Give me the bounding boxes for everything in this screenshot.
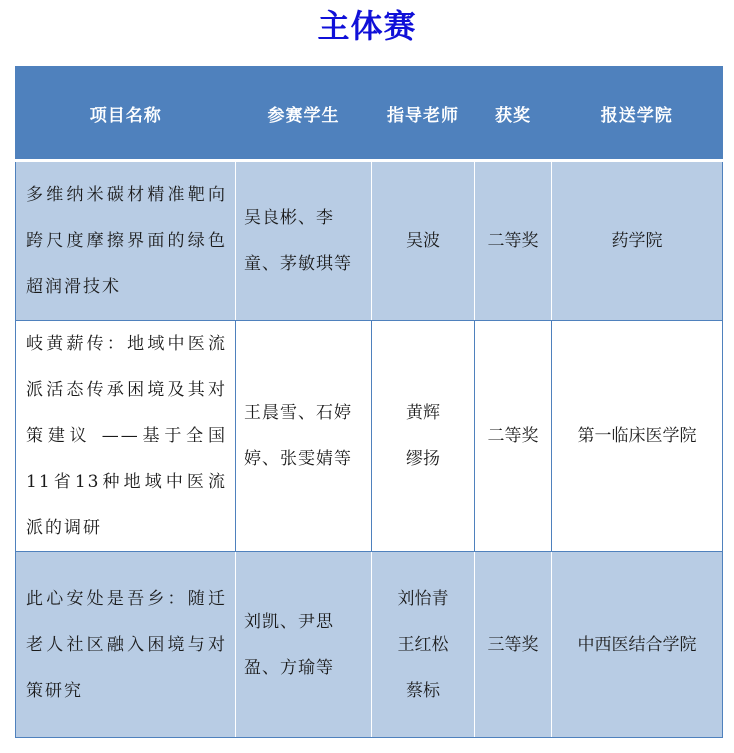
advisor-name: 王红松 (397, 634, 449, 655)
advisor-name: 缪扬 (406, 449, 440, 469)
table-row (16, 321, 723, 552)
project-name-cell: 多维纳米碳材精准靶向跨尺度摩擦界面的绿色超润滑技术 (16, 161, 236, 321)
students-cell: 王晨雪、石婷婷、张雯婧等 (236, 321, 372, 552)
header-project-name: 项目名称 (16, 67, 236, 161)
advisor-name: 吴波 (406, 231, 440, 251)
page-title: 主体赛 (317, 7, 417, 45)
header-advisors: 指导老师 (372, 67, 475, 161)
table-header-row (16, 67, 723, 161)
header-students: 参赛学生 (236, 67, 372, 161)
award-cell: 三等奖 (475, 552, 552, 738)
table-row (16, 161, 723, 321)
advisors-cell (372, 321, 475, 552)
table-row (16, 552, 723, 738)
advisor-name: 黄辉 (406, 403, 440, 423)
college-cell: 中西医结合学院 (552, 552, 723, 738)
college-cell: 药学院 (552, 161, 723, 321)
advisor-name: 刘怡青 (397, 588, 449, 609)
advisors-cell (372, 552, 475, 738)
advisors-cell (372, 161, 475, 321)
college-cell: 第一临床医学院 (552, 321, 723, 552)
students-cell: 吴良彬、李童、茅敏琪等 (236, 161, 372, 321)
header-college: 报送学院 (552, 67, 723, 161)
awards-table (15, 66, 723, 738)
award-cell: 二等奖 (475, 161, 552, 321)
header-award: 获奖 (475, 67, 552, 161)
advisor-name: 蔡标 (406, 680, 440, 701)
students-cell: 刘凯、尹思盈、方瑜等 (236, 552, 372, 738)
project-name-cell: 岐黄薪传：地域中医流派活态传承困境及其对策建议 ——基于全国11省13种地域中医流派的调研 (16, 321, 236, 552)
project-name-cell: 此心安处是吾乡：随迁老人社区融入困境与对策研究 (16, 552, 236, 738)
award-cell: 二等奖 (475, 321, 552, 552)
